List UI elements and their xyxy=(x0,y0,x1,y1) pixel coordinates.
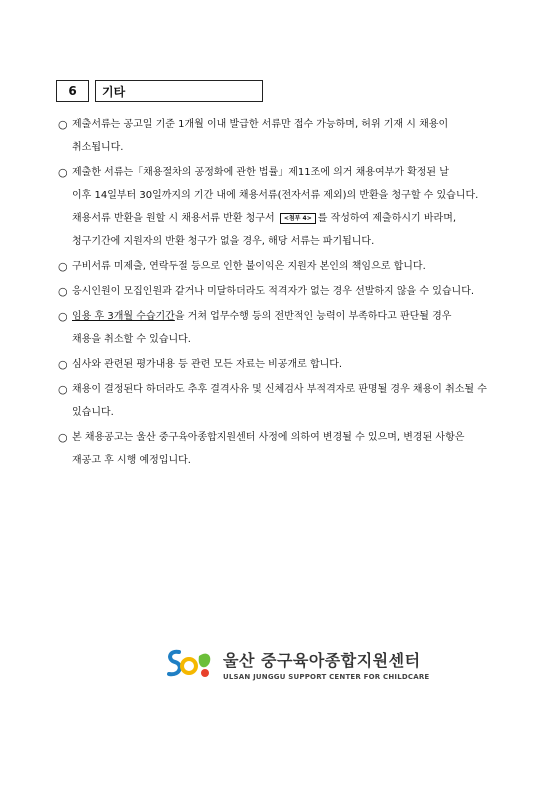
item-line: 채용이 결정된다 하더라도 추후 결격사유 및 신체검사 부적격자로 판명될 경우 채용이 취소될 수 xyxy=(72,384,487,395)
center-logo xyxy=(165,646,429,682)
bullet-icon: ○ xyxy=(58,285,68,298)
item-line: 응시인원이 모집인원과 같거나 미달하더라도 적격자가 없는 경우 선발하지 않을 수 있습니다. xyxy=(72,286,475,297)
logo-name-english: ULSAN JUNGGU SUPPORT CENTER FOR CHILDCARE xyxy=(223,672,430,681)
logo-name-korean: 울산 중구육아종합지원센터 xyxy=(223,650,421,670)
item-line: 제출서류는 공고일 기준 1개월 이내 발급한 서류만 접수 가능하며, 허위 기재 시 채용이 xyxy=(72,119,449,130)
notice-list xyxy=(58,113,518,474)
list-item xyxy=(58,161,518,253)
list-item xyxy=(58,378,518,424)
item-line: 취소됩니다. xyxy=(72,142,124,153)
item-line-part: 채용서류 반환을 원할 시 채용서류 반환 청구서 xyxy=(72,213,275,224)
list-item xyxy=(58,305,518,351)
item-line: 채용을 취소할 수 있습니다. xyxy=(72,334,191,345)
list-item xyxy=(58,113,518,159)
item-line xyxy=(72,305,518,328)
item-line: 제출한 서류는「채용절차의 공정화에 관한 법률」제11조에 의거 채용여부가 확정된 날 xyxy=(72,167,449,178)
attachment-tag: <첨부 4> xyxy=(280,213,316,224)
item-line: 있습니다. xyxy=(72,407,114,418)
item-line: 심사와 관련된 평가내용 등 관련 모든 자료는 비공개로 합니다. xyxy=(72,359,343,370)
item-line: 재공고 후 시행 예정입니다. xyxy=(72,455,191,466)
bullet-icon: ○ xyxy=(58,166,68,179)
item-line: 구비서류 미제출, 연락두절 등으로 인한 불이익은 지원자 본인의 책임으로 합니다. xyxy=(72,261,426,272)
bullet-icon: ○ xyxy=(58,358,68,371)
section-number: 6 xyxy=(56,80,89,102)
section-header xyxy=(56,80,263,102)
bullet-icon: ○ xyxy=(58,383,68,396)
bullet-icon: ○ xyxy=(58,118,68,131)
logo-icon xyxy=(165,646,215,682)
underlined-text: 임용 후 3개월 수습기간 xyxy=(72,311,175,322)
list-item xyxy=(58,426,518,472)
list-item xyxy=(58,280,518,303)
list-item xyxy=(58,353,518,376)
item-line: 청구기간에 지원자의 반환 청구가 없을 경우, 해당 서류는 파기됩니다. xyxy=(72,236,375,247)
item-line: 이후 14일부터 30일까지의 기간 내에 채용서류(전자서류 제외)의 반환을 청구할 수 있습니다. xyxy=(72,190,479,201)
bullet-icon: ○ xyxy=(58,260,68,273)
item-line xyxy=(72,207,518,230)
bullet-icon: ○ xyxy=(58,310,68,323)
list-item xyxy=(58,255,518,278)
section-title: 기타 xyxy=(95,80,263,102)
bullet-icon: ○ xyxy=(58,431,68,444)
item-line-part: 을 거쳐 업무수행 등의 전반적인 능력이 부족하다고 판단될 경우 xyxy=(174,311,452,322)
item-line-part: 를 작성하여 제출하시기 바라며, xyxy=(317,213,457,224)
item-line: 본 채용공고는 울산 중구육아종합지원센터 사정에 의하여 변경될 수 있으며, 변경된 사항은 xyxy=(72,432,465,443)
